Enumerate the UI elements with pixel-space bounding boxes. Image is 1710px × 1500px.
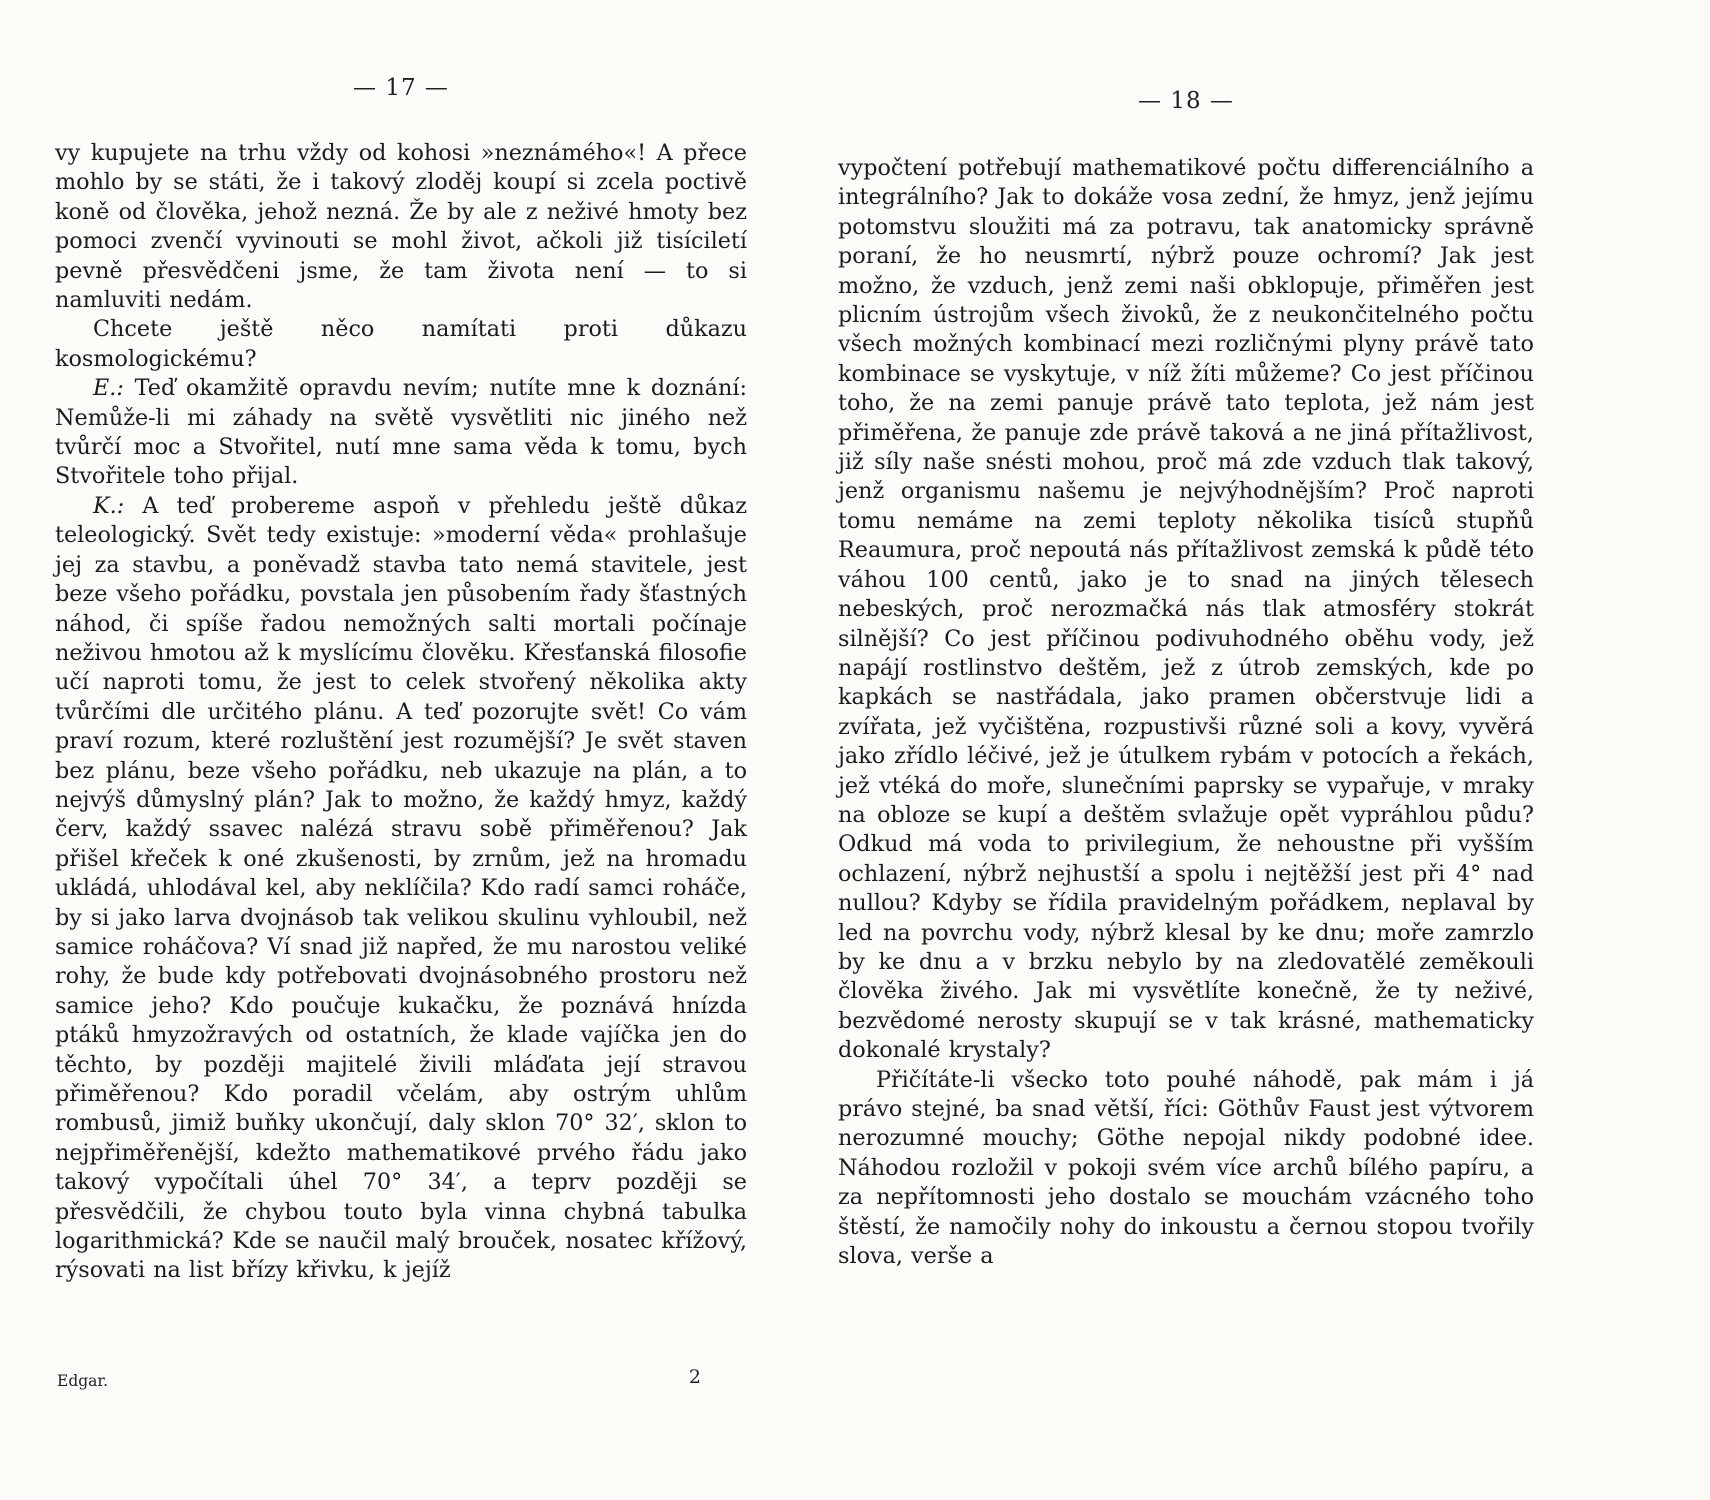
paragraph-text: Teď okamžitě opravdu nevím; nutíte mne k doznání: Nemůže-li mi záhady na světě vysvětliti nic jiného než tvůrčí moc a Stvořitel, nutí mne sama věda k tomu, bych Stvořitele toho přijal. (55, 375, 747, 490)
paragraph: Chcete ještě něco namítati proti důkazu kosmologickému? (55, 316, 747, 372)
page-18 (838, 0, 1534, 1500)
paragraph (55, 492, 747, 1286)
paragraph: vypočtení potřebují mathematikové počtu differenciálního a integrálního? Jak to dokáže vosa zední, že hmyz, jenž jejímu potomstvu sloužiti má za potravu, tak anatomicky správně poraní, že ho neusmrtí, nýbrž pouze ochromí? Jak jest možno, že vzduch, jenž zemi naši obklopuje, přiměřen jest plicním ústrojům všech živoků, že z neukončitelného počtu všech možných kombinací mezi rozličnými plyny právě tato kombinace se vyskytuje, v níž žíti můžeme? Co jest příčinou toho, že na zemi panuje právě tato teplota, jež nám jest přiměřena, že panuje zde právě taková a ne jiná přítažlivost, již síly naše snésti mohou, proč má zde vzduch tlak takový, jenž organismu našemu je nejvýhodnějším? Proč naproti tomu nemáme na zemi teploty několika tisíců stupňů Reaumura, proč nepoutá nás přítažlivost zemská k půdě této váhou 100 centů, jako je to snad na jiných tělesech nebeských, proč nerozmačká nás tlak atmosféry stokrát silnější? Co jest příčinou podivuhodného oběhu vody, jež napájí rostlinstvo deštěm, jež z útrob zemských, kde po kapkách se nastřádala, jako pramen občerstvuje lidi a zvířata, jež vyčištěna, rozpustivši různé soli a kovy, vyvěrá jako zřídlo léčivé, jež je útulkem rybám v potocích a řekách, jež vtéká do moře, slunečními paprsky se vypařuje, v mraky na obloze se kupí a deštěm svlažuje opět vypráhlou půdu? Odkud má voda to privilegium, že nehoustne při vyšším ochlazení, nýbrž nejhustší a spolu i nejtěžší jest při 4° nad nullou? Kdyby se řídila pravidelným pořádkem, neplaval by led na povrchu vody, nýbrž klesal by ke dnu; moře zamrzlo by ke dnu a v brzku nebylo by na zledovatělé zeměkouli člověka živého. Jak mi vysvětlíte konečně, že ty neživé, bezvědomé nerosty skupují se v tak krásné, mathematicky dokonalé krystaly? (838, 155, 1534, 1064)
signature-mark: Edgar. (57, 1372, 109, 1390)
speaker-label: K.: (93, 492, 125, 519)
sheet-number: 2 (688, 1366, 701, 1388)
speaker-label: E.: (93, 375, 124, 402)
page-number-right: — 18 — (1138, 88, 1234, 114)
page-number-left: — 17 — (353, 75, 449, 101)
page-18-text (838, 154, 1534, 1271)
paragraph: vy kupujete na trhu vždy od kohosi »neznámého«! A přece mohlo by se státi, že i takový zloděj koupí si zcela poctivě koně od člověka, jehož nezná. Že by ale z neživé hmoty bez pomoci zvenčí vyvinouti se mohl život, ačkoli již tisíciletí pevně přesvědčeni jsme, že tam života není — to si namluviti nedám. (55, 140, 747, 314)
page-17-text (55, 139, 747, 1286)
page-17 (55, 0, 747, 1500)
paragraph-text: A teď probereme aspoň v přehledu ještě důkaz teleologický. Svět tedy existuje: »moderní věda« prohlašuje jej za stavbu, a poněvadž stavba tato nemá stavitele, jest beze všeho pořádku, povstala jen působením řady šťastných náhod, či spíše řadou nemožných salti mortali počínaje neživou hmotou až k myslícímu člověku. Křesťanská filosofie učí naproti tomu, že jest to celek stvořený několika akty tvůrčími dle určitého plánu. A teď pozorujte svět! Co vám praví rozum, které rozluštění jest rozumější? Je svět staven bez plánu, beze všeho pořádku, neb ukazuje na plán, a to nejvýš důmyslný plán? Jak to možno, že každý hmyz, každý červ, každý ssavec nalézá stravu sobě přiměřenou? Jak přišel křeček k oné zkušenosti, by zrnům, jež na hromadu ukládá, uhlodával kel, aby neklíčila? Kdo radí samci roháče, by si jako larva dvojnásob tak velikou skulinu vyhloubil, než samice roháčova? Ví snad již napřed, že mu narostou veliké rohy, že bude kdy potřebovati dvojnásobného prostoru než samice jeho? Kdo poučuje kukačku, že poznává hnízda ptáků hmyzožravých od ostatních, že klade vajíčka jen do těchto, by později majitelé živili mláďata její stravou přiměřenou? Kdo poradil včelám, aby ostrým uhlům rombusů, jimiž buňky ukončují, daly sklon 70° 32′, sklon to nejpřiměřenější, kdežto mathematikové prvého řádu jako takový vypočítali úhel 70° 34′, a teprv později se přesvědčili, že chybou touto byla vinna chybná tabulka logarithmická? Kde se naučil malý brouček, nosatec křížový, rýsovati na list břízy křivku, k jejíž (55, 492, 747, 1284)
paragraph: Přičítáte-li všecko toto pouhé náhodě, pak mám i já právo stejné, ba snad větší, říci: Göthův Faust jest výtvorem nerozumné mouchy; Göthe nepojal nikdy podobné idee. Náhodou rozložil v pokoji svém více archů bílého papíru, a za nepřítomnosti jeho dostalo se mouchám vzácného toho štěstí, že namočily nohy do inkoustu a černou stopou tvořily slova, verše a (838, 1066, 1534, 1270)
paragraph (55, 374, 747, 492)
